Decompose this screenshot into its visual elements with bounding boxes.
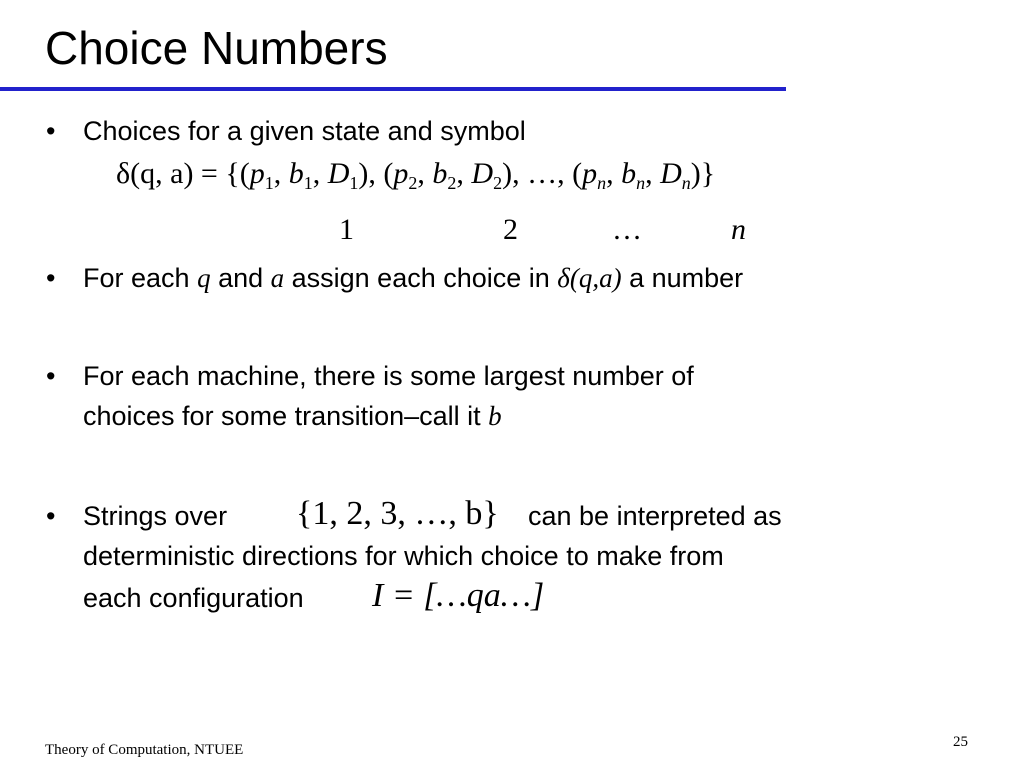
bullet-3-line-2-prefix: choices for some transition–call it [83, 401, 489, 431]
eq-dn: D [660, 157, 682, 190]
choice-number-ellipsis: … [612, 213, 642, 246]
eq-sep: , [417, 157, 433, 190]
eq-sep: , [312, 157, 328, 190]
bullet-2-and: and [210, 263, 271, 293]
eq-mid1: ), ( [358, 157, 394, 190]
eq-bn-sub: n [636, 173, 646, 193]
bullet-2-text [83, 258, 743, 298]
eq-sep: , [273, 157, 289, 190]
bullet-2-suffix: a number [621, 263, 744, 293]
eq-d1: D [327, 157, 350, 190]
eq-b1-sub: 1 [303, 173, 313, 193]
alphabet-set: {1, 2, 3, …, b} [296, 495, 499, 532]
var-b: b [488, 401, 502, 431]
eq-p2: p [393, 157, 409, 190]
eq-pn-sub: n [597, 173, 607, 193]
choice-number-1: 1 [339, 213, 354, 246]
footer-course: Theory of Computation, NTUEE [45, 742, 244, 758]
eq-b2: b [432, 157, 448, 190]
title-underline [0, 87, 786, 91]
choice-number-2: 2 [503, 213, 518, 246]
bullet-4-line-2: deterministic directions for which choice to make from [83, 541, 724, 571]
bullet-4-line-3-prefix: each configuration [83, 583, 304, 613]
eq-d2-sub: 2 [493, 173, 503, 193]
choice-number-n: n [731, 213, 746, 246]
eq-rhs: )} [690, 157, 716, 190]
eq-bn: b [621, 157, 637, 190]
page-number: 25 [953, 734, 968, 750]
bullet-3-line-1: For each machine, there is some largest number of [83, 361, 694, 391]
eq-sep: , [456, 157, 472, 190]
bullet-4-line-1-suffix: can be interpreted as [528, 501, 782, 531]
bullet-marker: • [46, 116, 56, 146]
var-q: q [197, 263, 211, 293]
eq-b2-sub: 2 [447, 173, 457, 193]
bullet-2-prefix: For each [83, 263, 198, 293]
eq-sep: , [645, 157, 661, 190]
bullet-marker: • [46, 361, 56, 391]
bullet-3-line-2 [83, 396, 502, 436]
bullet-1-text: Choices for a given state and symbol [83, 116, 526, 146]
page-title: Choice Numbers [45, 22, 388, 74]
eq-mid2: ), …, ( [502, 157, 583, 190]
eq-d1-sub: 1 [349, 173, 359, 193]
eq-p2-sub: 2 [408, 173, 418, 193]
eq-p1: p [249, 157, 265, 190]
bullet-marker: • [46, 263, 56, 293]
bullet-2-mid: assign each choice in [284, 263, 558, 293]
delta-qa: δ(q,a) [557, 263, 622, 293]
equation-lhs: δ(q, a) = {( [116, 157, 250, 190]
bullet-4-line-1-prefix: Strings over [83, 501, 228, 531]
eq-pn: p [582, 157, 598, 190]
transition-equation [116, 154, 715, 203]
eq-b1: b [288, 157, 304, 190]
var-a: a [270, 263, 285, 293]
eq-d2: D [471, 157, 494, 190]
eq-p1-sub: 1 [264, 173, 274, 193]
eq-dn-sub: n [681, 173, 691, 193]
eq-sep: , [606, 157, 622, 190]
bullet-marker: • [46, 501, 56, 531]
configuration-formula: I = […qa…] [372, 577, 545, 614]
